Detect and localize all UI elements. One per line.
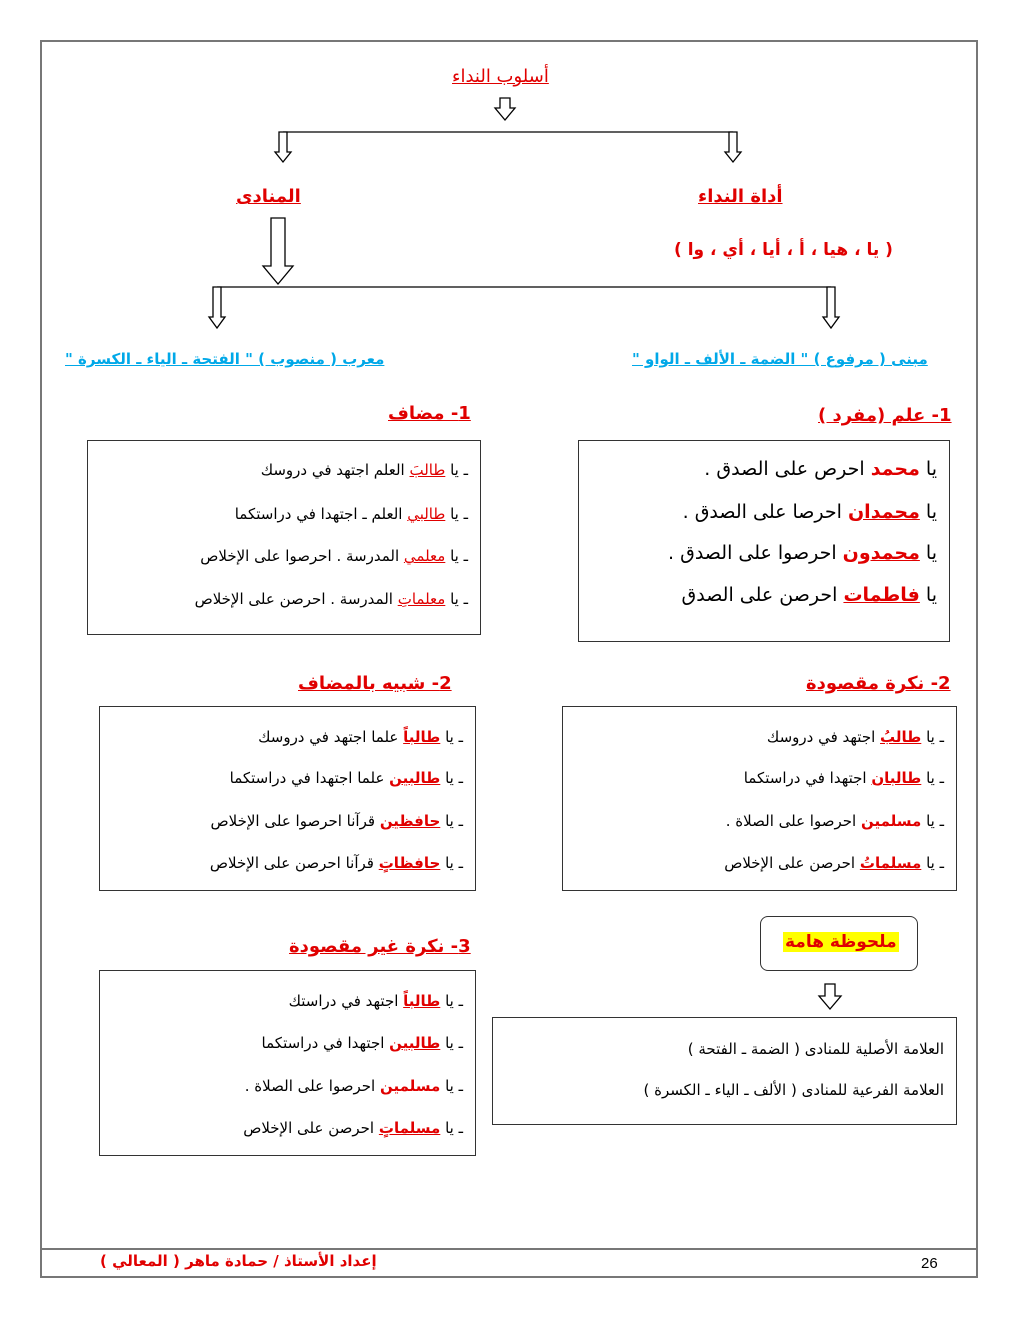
list-item: ـ يا مسلماتٍ احرصن على الإخلاص: [243, 1119, 463, 1137]
list-item: ـ يا طالبين اجتهدا في دراستكما: [261, 1034, 463, 1052]
list-item: يا فاطمات احرصن على الصدق: [681, 584, 937, 606]
footer-author: إعداد الأستاذ / حمادة ماهر ( المعالي ): [100, 1252, 377, 1270]
list-item: ـ يا مسلماتُ احرصن على الإخلاص: [724, 854, 944, 872]
list-item: ـ يا طالبان اجتهدا في دراستكما: [743, 769, 944, 787]
mudaf-box: [87, 440, 481, 635]
important-note-label: ملحوظة هامة: [785, 932, 897, 952]
down-arrow-icon: [275, 132, 291, 162]
tools-list: ( يا ، هيا ، أ ، أيا ، أي ، وا ): [674, 240, 893, 260]
page-title: أسلوب النداء: [452, 66, 549, 87]
munada-heading: المنادى: [236, 186, 301, 207]
footer-divider: [40, 1248, 978, 1250]
list-item: ـ يا طالبُ اجتهد في دروسك: [766, 728, 944, 746]
list-item: يا محمد احرص على الصدق .: [704, 458, 937, 480]
list-item: ـ يا طالبَ العلم اجتهد في دروسك: [260, 461, 468, 479]
nakira-maqsuda-heading: 2- نكرة مقصودة: [806, 673, 951, 694]
note-line-1: العلامة الأصلية للمنادى ( الضمة ـ الفتحة ): [687, 1040, 944, 1058]
list-item: يا محمدون احرصوا على الصدق .: [668, 542, 937, 564]
mudaf-heading: 1- مضاف: [388, 403, 471, 424]
muarab-heading: معرب ( منصوب ) " الفتحة ـ الياء ـ الكسرة ": [65, 350, 385, 368]
shabih-box: [99, 706, 476, 891]
list-item: ـ يا مسلمين احرصوا على الصلاة .: [244, 1077, 463, 1095]
list-item: ـ يا حافظاتٍ قرآنا احرصن على الإخلاص: [209, 854, 463, 872]
note-line-2: العلامة الفرعية للمنادى ( الألف ـ الياء ـ الكسرة ): [643, 1081, 944, 1099]
mabni-heading: مبنى ( مرفوع ) " الضمة ـ الألف ـ الواو ": [632, 350, 928, 368]
alam-heading: 1- علم (مفرد ): [818, 405, 952, 426]
ghayr-maqsuda-box: [99, 970, 476, 1156]
down-arrow-icon: [815, 982, 845, 1012]
list-item: ـ يا طالباً اجتهد في دراستك: [288, 992, 463, 1010]
note-box: [492, 1017, 957, 1125]
list-item: ـ يا طالبين علما اجتهدا في دراستكما: [229, 769, 463, 787]
down-arrow-icon: [495, 98, 515, 120]
list-item: ـ يا مسلمين احرصوا على الصلاة .: [725, 812, 944, 830]
list-item: ـ يا طالباً علما اجتهد في دروسك: [258, 728, 463, 746]
list-item: ـ يا معلماتِ المدرسة . احرصن على الإخلاص: [194, 590, 468, 608]
down-arrow-icon: [209, 287, 225, 328]
list-item: ـ يا حافظين قرآنا احرصوا على الإخلاص: [210, 812, 463, 830]
list-item: ـ يا طالبي العلم ـ اجتهدا في دراستكما: [234, 505, 468, 523]
alam-box: [578, 440, 950, 642]
diagram-connectors: [0, 0, 1020, 340]
important-note-badge: [760, 916, 918, 971]
page-number: 26: [921, 1255, 938, 1272]
shabih-heading: 2- شبيه بالمضاف: [298, 673, 452, 694]
ghayr-maqsuda-heading: 3- نكرة غير مقصودة: [289, 936, 471, 957]
list-item: ـ يا معلمي المدرسة . احرصوا على الإخلاص: [200, 547, 468, 565]
nakira-maqsuda-box: [562, 706, 957, 891]
down-arrow-icon: [725, 132, 741, 162]
tools-heading: أداة النداء: [698, 186, 783, 207]
down-arrow-icon: [263, 218, 293, 284]
down-arrow-icon: [823, 287, 839, 328]
list-item: يا محمدان احرصا على الصدق .: [682, 501, 937, 523]
